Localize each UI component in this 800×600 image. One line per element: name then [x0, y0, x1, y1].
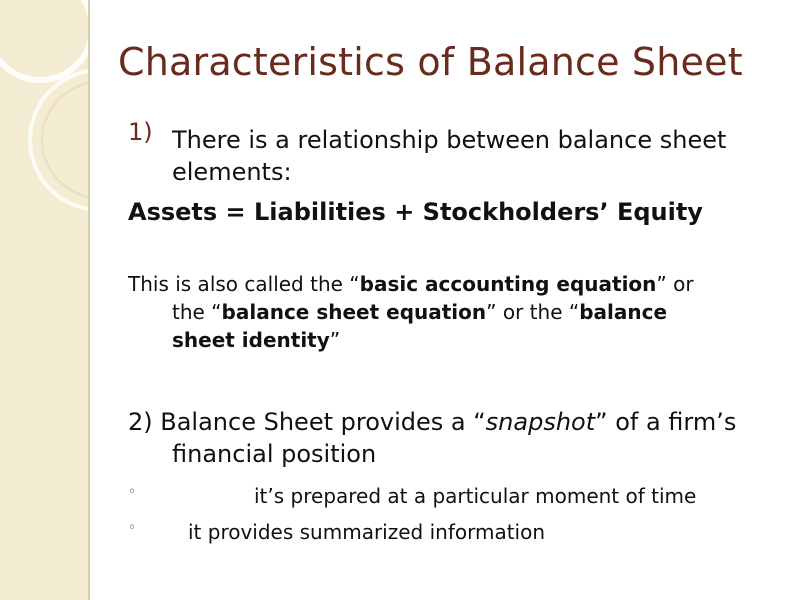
item1-text: There is a relationship between balance sheet elements:: [172, 126, 727, 186]
indented-line: [128, 326, 758, 354]
text: ” of a firm’s: [595, 408, 737, 436]
equation-names-paragraph: [128, 270, 758, 354]
term-snapshot: snapshot: [485, 408, 596, 436]
slide-title: Characteristics of Balance Sheet: [118, 40, 743, 84]
term-balance: balance: [579, 300, 668, 324]
decorative-circles-icon: [0, 0, 90, 260]
bullet-icon: ◦: [128, 484, 137, 500]
item2-paragraph: [128, 406, 758, 470]
bullet-text: it’s prepared at a particular moment of time: [254, 484, 697, 508]
bullet-text: it provides summarized information: [188, 520, 546, 544]
text: ” or the “: [486, 300, 580, 324]
term-basic-accounting-equation: basic accounting equation: [359, 272, 657, 296]
text: ”: [329, 328, 341, 352]
list-number-1: 1): [128, 118, 153, 146]
bullet-icon: ◦: [128, 520, 137, 536]
term-sheet-identity: sheet identity: [172, 328, 330, 352]
term-balance-sheet-equation: balance sheet equation: [221, 300, 487, 324]
text: 2) Balance Sheet provides a “: [128, 408, 486, 436]
indented-line: financial position: [172, 440, 377, 468]
indented-line: [128, 298, 758, 326]
decorative-sidebar: [0, 0, 90, 600]
text: ” or: [656, 272, 694, 296]
text: the “: [172, 300, 222, 324]
text: This is also called the “: [128, 272, 360, 296]
accounting-equation: Assets = Liabilities + Stockholders’ Equity: [128, 198, 703, 226]
